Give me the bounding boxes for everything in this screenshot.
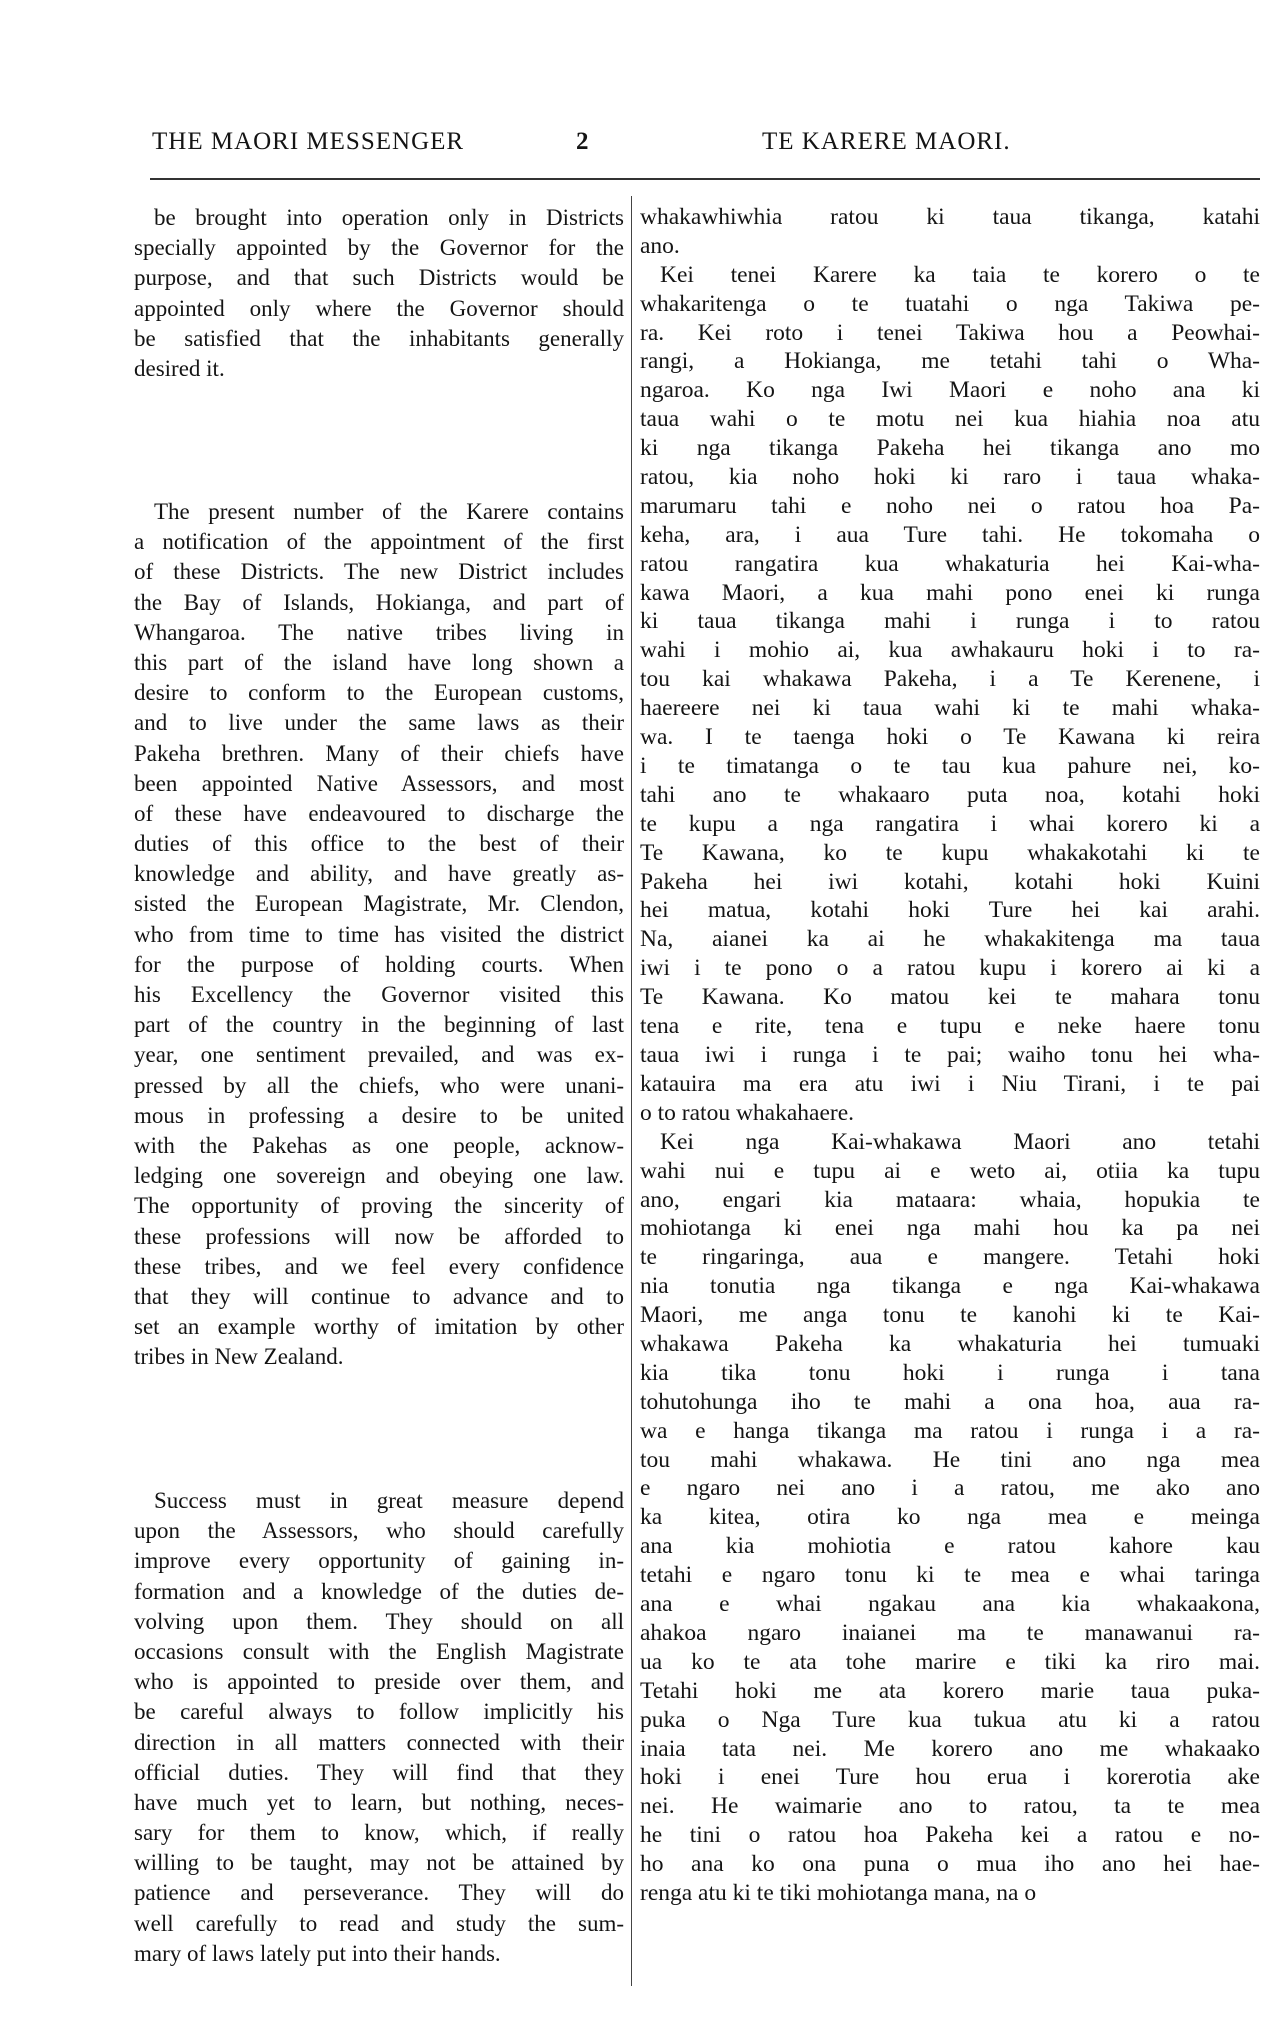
text-line: volving upon them. They should on all bbox=[134, 1608, 624, 1634]
text-line: that they will continue to advance and to bbox=[134, 1283, 624, 1309]
text-line: Te Kawana, ko te kupu whakakotahi ki te bbox=[640, 839, 1260, 866]
text-line: purpose, and that such Districts would be bbox=[134, 265, 624, 291]
text-line: taua wahi o te motu nei kua hiahia noa atu bbox=[640, 406, 1260, 433]
text-line: tahi ano te whakaaro puta noa, kotahi hoki bbox=[640, 781, 1260, 808]
text-line: tohutohunga iho te mahi a ona hoa, aua ra- bbox=[640, 1388, 1260, 1415]
text-line: who from time to time has visited the district bbox=[134, 921, 624, 947]
text-line: pressed by all the chiefs, who were unani- bbox=[134, 1072, 624, 1098]
text-line: appointed only where the Governor should bbox=[134, 295, 624, 321]
text-line: tena e rite, tena e tupu e neke haere tonu bbox=[640, 1012, 1260, 1039]
english-paragraph-1 bbox=[134, 203, 624, 384]
text-line: desire to conform to the European customs, bbox=[134, 680, 624, 706]
header-rule bbox=[150, 178, 1260, 180]
text-line: his Excellency the Governor visited this bbox=[134, 982, 624, 1007]
text-line: i te timatanga o te tau kua pahure nei, ko- bbox=[640, 752, 1260, 779]
text-line: this part of the island have long shown a bbox=[134, 649, 624, 675]
text-line: Success must in great measure depend bbox=[154, 1488, 624, 1513]
text-line: The present number of the Karere contains bbox=[154, 499, 624, 524]
maori-paragraph-3 bbox=[640, 1128, 1260, 1908]
text-line: ana kia mohiotia e ratou kahore kau bbox=[640, 1533, 1260, 1560]
text-line: upon the Assessors, who should carefully bbox=[134, 1518, 624, 1544]
text-line: the Bay of Islands, Hokianga, and part of bbox=[134, 589, 624, 615]
text-line: official duties. They will find that they bbox=[134, 1759, 624, 1785]
text-line: formation and a knowledge of the duties de- bbox=[134, 1578, 624, 1604]
text-line: Te Kawana. Ko matou kei te mahara tonu bbox=[640, 984, 1260, 1011]
text-line: wa e hanga tikanga ma ratou i runga i a ra- bbox=[640, 1417, 1260, 1444]
text-line: renga atu ki te tiki mohiotanga mana, na o bbox=[640, 1879, 1037, 1906]
text-line: well carefully to read and study the sum- bbox=[134, 1910, 624, 1936]
text-line: tribes in New Zealand. bbox=[134, 1344, 344, 1370]
text-line: sary for them to know, which, if really bbox=[134, 1820, 624, 1846]
text-line: been appointed Native Assessors, and most bbox=[134, 770, 624, 796]
text-line: be satisfied that the inhabitants generally bbox=[134, 325, 624, 351]
text-line: nei. He waimarie ano to ratou, ta te mea bbox=[640, 1793, 1260, 1820]
text-line: Pakeha hei iwi kotahi, kotahi hoki Kuini bbox=[640, 868, 1260, 895]
text-line: inaia tata nei. Me korero ano me whakaako bbox=[640, 1735, 1260, 1762]
english-paragraph-3 bbox=[134, 1486, 624, 1969]
text-line: ka kitea, otira ko nga mea e meinga bbox=[640, 1504, 1260, 1531]
text-line: kawa Maori, a kua mahi pono enei ki runga bbox=[640, 579, 1260, 606]
text-line: tou kai whakawa Pakeha, i a Te Kerenene, i bbox=[640, 666, 1260, 693]
text-line: wahi i mohio ai, kua awhakauru hoki i to ra- bbox=[640, 637, 1260, 664]
text-line: taua iwi i runga i te pai; waiho tonu hei wha- bbox=[640, 1041, 1260, 1068]
text-line: marumaru tahi e noho nei o ratou hoa Pa- bbox=[640, 492, 1260, 519]
text-line: ana e whai ngakau ana kia whakaakona, bbox=[640, 1591, 1260, 1618]
text-line: Pakeha brethren. Many of their chiefs have bbox=[134, 740, 624, 766]
text-line: whakawa Pakeha ka whakaturia hei tumuaki bbox=[640, 1331, 1260, 1358]
text-line: have much yet to learn, but nothing, neces- bbox=[134, 1789, 624, 1815]
text-line: Na, aianei ka ai he whakakitenga ma taua bbox=[640, 926, 1260, 953]
text-line: year, one sentiment prevailed, and was ex- bbox=[134, 1042, 624, 1068]
text-line: ki taua tikanga mahi i runga i to ratou bbox=[640, 608, 1260, 635]
text-line: these tribes, and we feel every confidence bbox=[134, 1253, 624, 1279]
text-line: direction in all matters connected with their bbox=[134, 1729, 624, 1755]
text-line: Whangaroa. The native tribes living in bbox=[134, 619, 624, 645]
text-line: set an example worthy of imitation by other bbox=[134, 1314, 624, 1340]
text-line: he tini o ratou hoa Pakeha kei a ratou e no- bbox=[640, 1822, 1260, 1849]
text-line: nia tonutia nga tikanga e nga Kai-whakawa bbox=[640, 1273, 1260, 1300]
text-line: ahakoa ngaro inaianei ma te manawanui ra- bbox=[640, 1619, 1260, 1646]
text-line: katauira ma era atu iwi i Niu Tirani, i te pai bbox=[640, 1070, 1260, 1097]
text-line: e ngaro nei ano i a ratou, me ako ano bbox=[640, 1475, 1260, 1502]
text-line: be brought into operation only in Districts bbox=[154, 205, 624, 230]
text-line: mary of laws lately put into their hands. bbox=[134, 1940, 501, 1966]
text-line: Maori, me anga tonu te kanohi ki te Kai- bbox=[640, 1302, 1260, 1329]
text-line: of these have endeavoured to discharge the bbox=[134, 800, 624, 826]
text-line: be careful always to follow implicitly his bbox=[134, 1699, 624, 1725]
text-line: knowledge and ability, and have greatly as- bbox=[134, 861, 624, 887]
text-line: duties of this office to the best of their bbox=[134, 831, 624, 857]
text-line: ano. bbox=[640, 232, 680, 259]
text-line: tetahi e ngaro tonu ki te mea e whai taringa bbox=[640, 1562, 1260, 1589]
text-line: puka o Nga Ture kua tukua atu ki a ratou bbox=[640, 1706, 1260, 1733]
text-line: improve every opportunity of gaining in- bbox=[134, 1548, 624, 1574]
text-line: ratou rangatira kua whakaturia hei Kai-wha- bbox=[640, 550, 1260, 577]
text-line: wahi nui e tupu ai e weto ai, otiia ka tupu bbox=[640, 1157, 1260, 1184]
text-line: a notification of the appointment of the first bbox=[134, 529, 624, 555]
text-line: ua ko te ata tohe marire e tiki ka riro mai. bbox=[640, 1648, 1260, 1675]
text-line: rangi, a Hokianga, me tetahi tahi o Wha- bbox=[640, 348, 1260, 375]
maori-paragraph-2 bbox=[640, 261, 1260, 1128]
text-line: occasions consult with the English Magistrate bbox=[134, 1638, 624, 1664]
text-line: mohiotanga ki enei nga mahi hou ka pa nei bbox=[640, 1215, 1260, 1242]
text-line: whakaritenga o te tuatahi o nga Takiwa pe- bbox=[640, 290, 1260, 317]
text-line: te ringaringa, aua e mangere. Tetahi hoki bbox=[640, 1244, 1260, 1271]
text-line: o to ratou whakahaere. bbox=[640, 1099, 855, 1126]
text-line: ratou, kia noho hoki ki raro i taua whaka- bbox=[640, 464, 1260, 491]
text-line: of these Districts. The new District includes bbox=[134, 559, 624, 585]
text-line: whakawhiwhia ratou ki taua tikanga, katahi bbox=[640, 204, 1260, 230]
text-line: Tetahi hoki me ata korero marie taua puka- bbox=[640, 1677, 1260, 1704]
text-line: The opportunity of proving the sincerity of bbox=[134, 1193, 624, 1219]
maori-paragraph-1 bbox=[640, 203, 1260, 261]
text-line: desired it. bbox=[134, 355, 225, 381]
text-line: Kei tenei Karere ka taia te korero o te bbox=[660, 261, 1260, 288]
text-line: wa. I te taenga hoki o Te Kawana ki reira bbox=[640, 724, 1260, 751]
page-number: 2 bbox=[576, 128, 590, 155]
text-line: mous in professing a desire to be united bbox=[134, 1102, 624, 1128]
column-divider bbox=[631, 196, 632, 1986]
text-line: with the Pakehas as one people, acknow- bbox=[134, 1132, 624, 1158]
text-line: tou mahi whakawa. He tini ano nga mea bbox=[640, 1446, 1260, 1473]
text-line: haereere nei ki taua wahi ki te mahi whaka- bbox=[640, 695, 1260, 722]
text-line: hei matua, kotahi hoki Ture hei kai arahi. bbox=[640, 897, 1260, 924]
text-line: ngaroa. Ko nga Iwi Maori e noho ana ki bbox=[640, 377, 1260, 404]
text-line: who is appointed to preside over them, and bbox=[134, 1669, 624, 1695]
text-line: ho ana ko ona puna o mua iho ano hei hae- bbox=[640, 1851, 1260, 1878]
text-line: Kei nga Kai-whakawa Maori ano tetahi bbox=[660, 1128, 1260, 1155]
text-line: sisted the European Magistrate, Mr. Clendon, bbox=[134, 891, 624, 917]
text-line: te kupu a nga rangatira i whai korero ki a bbox=[640, 810, 1260, 837]
masthead-maori-title: TE KARERE MAORI. bbox=[762, 128, 1011, 155]
text-line: ledging one sovereign and obeying one law. bbox=[134, 1163, 624, 1189]
text-line: hoki i enei Ture hou erua i korerotia ake bbox=[640, 1764, 1260, 1791]
text-line: specially appointed by the Governor for the bbox=[134, 235, 624, 261]
text-line: ra. Kei roto i tenei Takiwa hou a Peowhai- bbox=[640, 319, 1260, 346]
text-line: these professions will now be afforded to bbox=[134, 1223, 624, 1249]
english-paragraph-2 bbox=[134, 497, 624, 1372]
text-line: and to live under the same laws as their bbox=[134, 710, 624, 736]
text-line: ki nga tikanga Pakeha hei tikanga ano mo bbox=[640, 435, 1260, 462]
text-line: part of the country in the beginning of last bbox=[134, 1012, 624, 1038]
text-line: iwi i te pono o a ratou kupu i korero ai ki a bbox=[640, 955, 1260, 982]
text-line: willing to be taught, may not be attained by bbox=[134, 1850, 624, 1876]
text-line: ano, engari kia mataara: whaia, hopukia te bbox=[640, 1186, 1260, 1213]
masthead-english-title: THE MAORI MESSENGER bbox=[152, 128, 465, 155]
text-line: keha, ara, i aua Ture tahi. He tokomaha o bbox=[640, 521, 1260, 548]
text-line: patience and perseverance. They will do bbox=[134, 1880, 624, 1906]
text-line: kia tika tonu hoki i runga i tana bbox=[640, 1359, 1260, 1386]
text-line: for the purpose of holding courts. When bbox=[134, 951, 624, 977]
